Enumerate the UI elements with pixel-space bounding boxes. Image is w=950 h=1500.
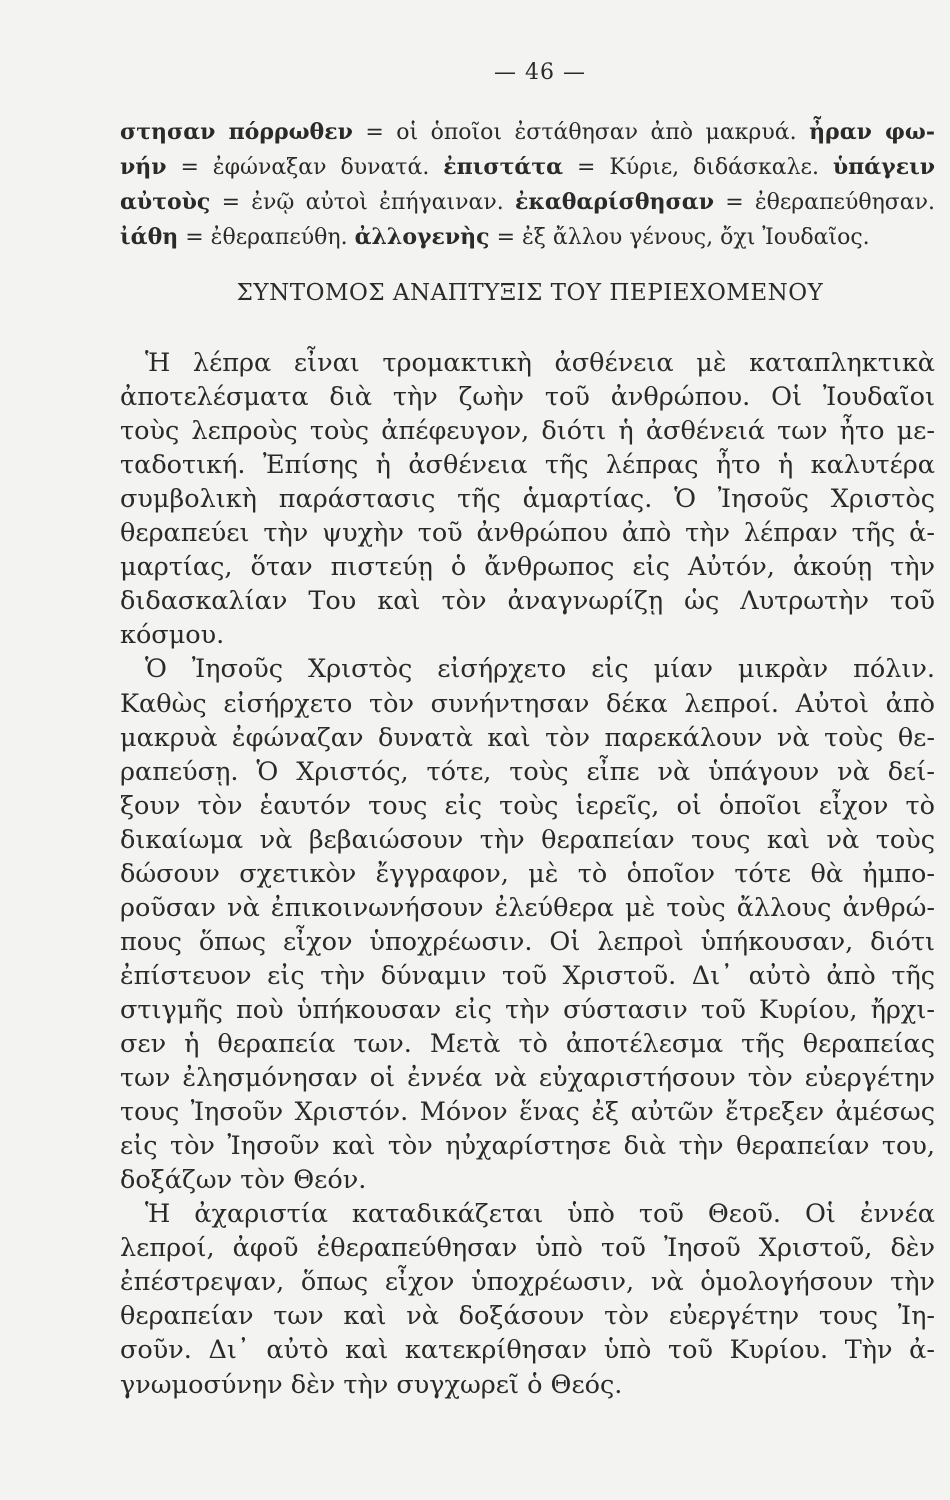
text-line: διδασκαλίαν Του καὶ τὸν ἀναγνωρίζῃ ὡς Λυτρωτὴν τοῦ	[120, 586, 935, 617]
glossary-term: ἐκαθαρίσθησαν	[514, 189, 714, 215]
text-line: τους Ἰησοῦν Χριστόν. Μόνον ἕνας ἐξ αὐτῶν ἔτρεξεν ἀμέσως	[120, 1097, 935, 1128]
glossary-term: ἦραν φω-	[809, 119, 936, 145]
text-line: ταδοτική. Ἐπίσης ἡ ἀσθένεια τῆς λέπρας ἦτο ἡ καλυτέρα	[120, 450, 935, 481]
glossary-term: αὐτοὺς	[120, 189, 211, 215]
text-line: τοὺς λεπροὺς τοὺς ἀπέφευγον, διότι ἡ ἀσθένειά των ἦτο με-	[120, 416, 935, 447]
text-line: στιγμῆς ποὺ ὑπήκουσαν εἰς τὴν σύστασιν τοῦ Κυρίου, ἤρχι-	[120, 994, 935, 1025]
text-line: μακρυὰ ἐφώναζαν δυνατὰ καὶ τὸν παρεκάλουν νὰ τοὺς θε-	[120, 722, 935, 753]
glossary-term: ὑπάγειν	[832, 154, 935, 180]
text-line: θεραπεύει τὴν ψυχὴν τοῦ ἀνθρώπου ἀπὸ τὴν λέπραν τῆς ἁ-	[120, 518, 935, 549]
text-line: μαρτίας, ὅταν πιστεύῃ ὁ ἄνθρωπος εἰς Αὐτόν, ἀκούῃ τὴν	[120, 552, 935, 583]
glossary-definition: = ἐνῷ αὐτοὶ ἐπήγαιναν.	[210, 190, 515, 215]
glossary-term: στησαν πόρρωθεν	[120, 119, 353, 145]
text-line: Ἡ ἀχαριστία καταδικάζεται ὑπὸ τοῦ Θεοῦ. Οἱ ἐννέα	[145, 1199, 935, 1230]
text-line: δώσουν σχετικὸν ἔγγραφον, μὲ τὸ ὁποῖον τότε θὰ ἠμπο-	[120, 858, 935, 889]
text-line: κόσμου.	[120, 620, 225, 651]
text-line: σοῦν. Δι᾿ αὐτὸ καὶ κατεκρίθησαν ὑπὸ τοῦ Κυρίου. Τὴν ἀ-	[120, 1335, 935, 1366]
glossary-line	[120, 220, 870, 254]
glossary-term: νήν	[120, 154, 167, 180]
text-line: ροῦσαν νὰ ἐπικοινωνήσουν ἐλεύθερα μὲ τοὺς ἄλλους ἀνθρώ-	[120, 892, 935, 923]
text-line: δικαίωμα νὰ βεβαιώσουν τὴν θεραπείαν τους καὶ νὰ τοὺς	[120, 824, 935, 855]
page-number: — 46 —	[494, 60, 586, 85]
text-line: των ἐλησμόνησαν οἱ ἐννέα νὰ εὐχαριστήσουν τὸν εὐεργέτην	[120, 1063, 935, 1094]
text-line: Ὁ Ἰησοῦς Χριστὸς εἰσήρχετο εἰς μίαν μικρὰν πόλιν.	[145, 654, 935, 685]
glossary-term: ἰάθη	[120, 224, 179, 250]
text-line: λεπροί, ἀφοῦ ἐθεραπεύθησαν ὑπὸ τοῦ Ἰησοῦ Χριστοῦ, δὲν	[120, 1233, 935, 1264]
text-line: ξουν τὸν ἑαυτόν τους εἰς τοὺς ἱερεῖς, οἱ ὁποῖοι εἶχον τὸ	[120, 790, 935, 821]
glossary-line	[120, 115, 935, 149]
glossary-definition: = ἐθεραπεύθησαν.	[713, 190, 935, 215]
section-heading: ΣΥΝΤΟΜΟΣ ΑΝΑΠΤΥΞΙΣ ΤΟΥ ΠΕΡΙΕΧΟΜΕΝΟΥ	[236, 280, 824, 306]
text-line: σεν ἡ θεραπεία των. Μετὰ τὸ ἀποτέλεσμα τῆς θεραπείας	[120, 1029, 935, 1059]
text-line: συμβολικὴ παράστασις τῆς ἁμαρτίας. Ὁ Ἰησοῦς Χριστὸς	[120, 484, 935, 515]
text-line: εἰς τὸν Ἰησοῦν καὶ τὸν ηὐχαρίστησε διὰ τὴν θεραπείαν του,	[120, 1131, 935, 1162]
glossary-term: ἐπιστάτα	[443, 154, 564, 180]
text-line: ραπεύσῃ. Ὁ Χριστός, τότε, τοὺς εἶπε νὰ ὑπάγουν νὰ δεί-	[120, 756, 935, 787]
text-line: θεραπείαν των καὶ νὰ δοξάσουν τὸν εὐεργέτην τους Ἰη-	[120, 1301, 935, 1332]
text-line: Ἡ λέπρα εἶναι τρομακτικὴ ἀσθένεια μὲ καταπληκτικὰ	[145, 348, 935, 378]
glossary-definition: = ἐξ ἄλλου γένους, ὄχι Ἰουδαῖος.	[489, 225, 870, 250]
glossary-definition: = Κύριε, διδάσκαλε.	[563, 155, 833, 180]
glossary-line	[120, 150, 935, 184]
glossary-definition: = ἐφώναξαν δυνατά.	[166, 155, 444, 180]
text-line: πους ὅπως εἶχον ὑποχρέωσιν. Οἱ λεπροὶ ὑπήκουσαν, διότι	[120, 926, 935, 957]
glossary-definition: = ἐθεραπεύθη.	[178, 225, 355, 250]
text-line: Καθὼς εἰσήρχετο τὸν συνήντησαν δέκα λεπροί. Αὐτοὶ ἀπὸ	[120, 688, 935, 719]
glossary-term: ἀλλογενὴς	[354, 224, 490, 250]
text-line: ἐπίστευον εἰς τὴν δύναμιν τοῦ Χριστοῦ. Δι᾿ αὐτὸ ἀπὸ τῆς	[120, 960, 935, 991]
text-line: γνωμοσύνην δὲν τὴν συγχωρεῖ ὁ Θεός.	[120, 1369, 623, 1400]
text-line: ἐπέστρεψαν, ὅπως εἶχον ὑποχρέωσιν, νὰ ὁμολογήσουν τὴν	[120, 1267, 935, 1298]
glossary-line	[120, 185, 935, 219]
text-line: δοξάζων τὸν Θεόν.	[120, 1165, 367, 1196]
glossary-definition: = οἱ ὁποῖοι ἐστάθησαν ἀπὸ μακρυά.	[352, 120, 810, 145]
text-line: ἀποτελέσματα διὰ τὴν ζωὴν τοῦ ἀνθρώπου. Οἱ Ἰουδαῖοι	[120, 382, 935, 413]
